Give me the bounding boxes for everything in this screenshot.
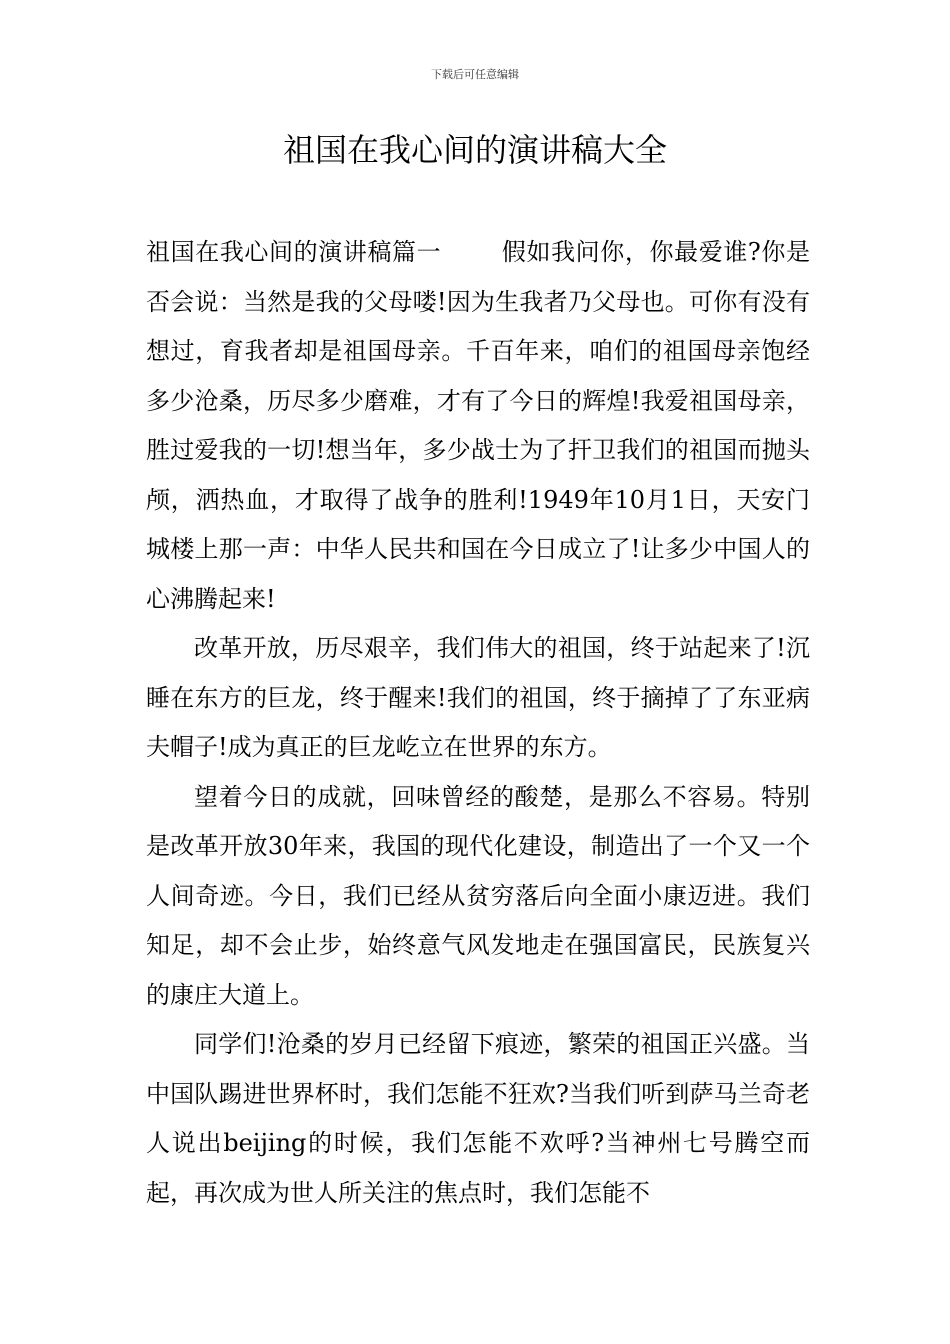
- paragraph-1-text: 假如我问你，你最爱谁?你是否会说：当然是我的父母喽!因为生我者乃父母也。可你有没有想过，育我者却是祖国母亲。千百年来，咱们的祖国母亲饱经多少沧桑，历尽多少磨难，才有了今日的辉煌!我爱祖国母亲，胜过爱我的一切!想当年，多少战士为了扞卫我们的祖国而抛头颅，洒热血，才取得了战争的胜利!1949年10月1日，天安门城楼上那一声：中华人民共和国在今日成立了!让多少中国人的心沸腾起来!: [146, 238, 810, 613]
- section-heading: 祖国在我心间的演讲稿篇一: [146, 238, 442, 266]
- paragraph-1: [146, 228, 810, 624]
- document-body: [146, 228, 810, 1218]
- paragraph-2: 改革开放，历尽艰辛，我们伟大的祖国，终于站起来了!沉睡在东方的巨龙，终于醒来!我们的祖国，终于摘掉了了东亚病夫帽子!成为真正的巨龙屹立在世界的东方。: [146, 634, 810, 761]
- header-note: 下载后可任意编辑: [431, 68, 519, 81]
- document-title: 祖国在我心间的演讲稿大全: [282, 131, 667, 169]
- paragraph-4: 同学们!沧桑的岁月已经留下痕迹，繁荣的祖国正兴盛。当中国队踢进世界杯时，我们怎能不狂欢?当我们听到萨马兰奇老人说出beijing的时候，我们怎能不欢呼?当神州七号腾空而起，再次成为世人所关注的焦点时，我们怎能不: [146, 1030, 810, 1207]
- paragraph-3: 望着今日的成就，回味曾经的酸楚，是那么不容易。特别是改革开放30年来，我国的现代化建设，制造出了一个又一个人间奇迹。今日，我们已经从贫穷落后向全面小康迈进。我们知足，却不会止步，始终意气风发地走在强国富民，民族复兴的康庄大道上。: [146, 782, 810, 1009]
